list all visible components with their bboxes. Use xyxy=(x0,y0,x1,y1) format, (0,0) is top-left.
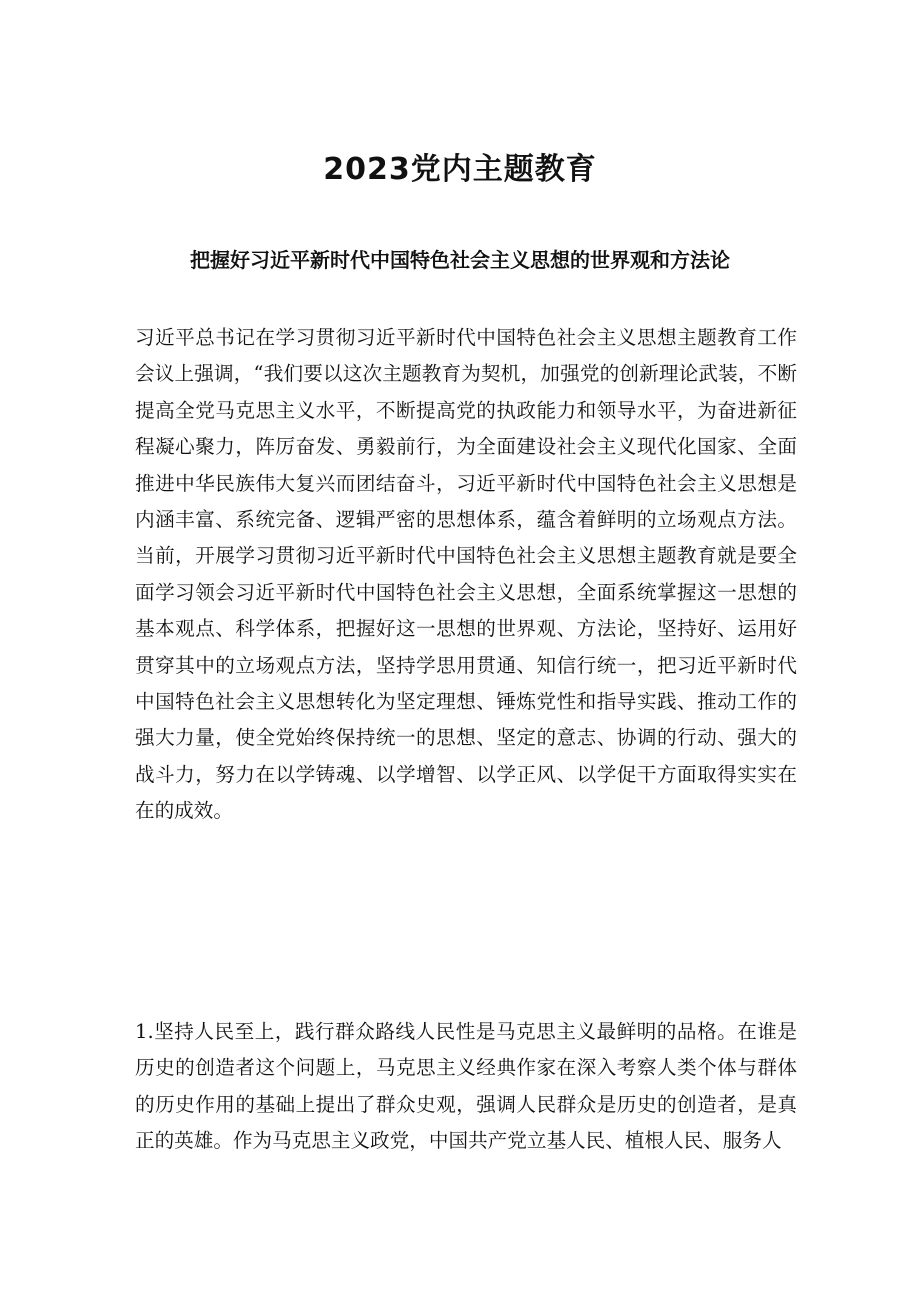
document-title: 2023党内主题教育 xyxy=(323,152,597,187)
body-paragraph-intro: 习近平总书记在学习贯彻习近平新时代中国特色社会主义思想主题教育工作会议上强调，“我们要以这次主题教育为契机，加强党的创新理论武装，不断提高全党马克思主义水平，不断提高党的执政能力和领导水平，为奋进新征程凝心聚力，阵厉奋发、勇毅前行，为全面建设社会主义现代化国家、全面推进中华民族伟大复兴而团结奋斗，习近平新时代中国特色社会主义思想是内涵丰富、系统完备、逻辑严密的思想体系，蕴含着鲜明的立场观点方法。当前，开展学习贯彻习近平新时代中国特色社会主义思想主题教育就是要全面学习领会习近平新时代中国特色社会主义思想，全面系统掌握这一思想的基本观点、科学体系，把握好这一思想的世界观、方法论，坚持好、运用好贯穿其中的立场观点方法，坚持学思用贯通、知信行统一，把习近平新时代中国特色社会主义思想转化为坚定理想、锤炼党性和指导实践、推动工作的强大力量，使全党始终保持统一的思想、坚定的意志、协调的行动、强大的战斗力，努力在以学铸魂、以学增智、以学正风、以学促干方面取得实实在在的成效。 xyxy=(135,326,797,823)
body-paragraph-point-1: 1.坚持人民至上，践行群众路线人民性是马克思主义最鲜明的品格。在谁是历史的创造者这个问题上，马克思主义经典作家在深入考察人类个体与群体的历史作用的基础上提出了群众史观，强调人民群众是历史的创造者，是真正的英雄。作为马克思主义政党，中国共产党立基人民、植根人民、服务人 xyxy=(135,1020,797,1153)
document-subtitle: 把握好习近平新时代中国特色社会主义思想的世界观和方法论 xyxy=(190,248,730,272)
